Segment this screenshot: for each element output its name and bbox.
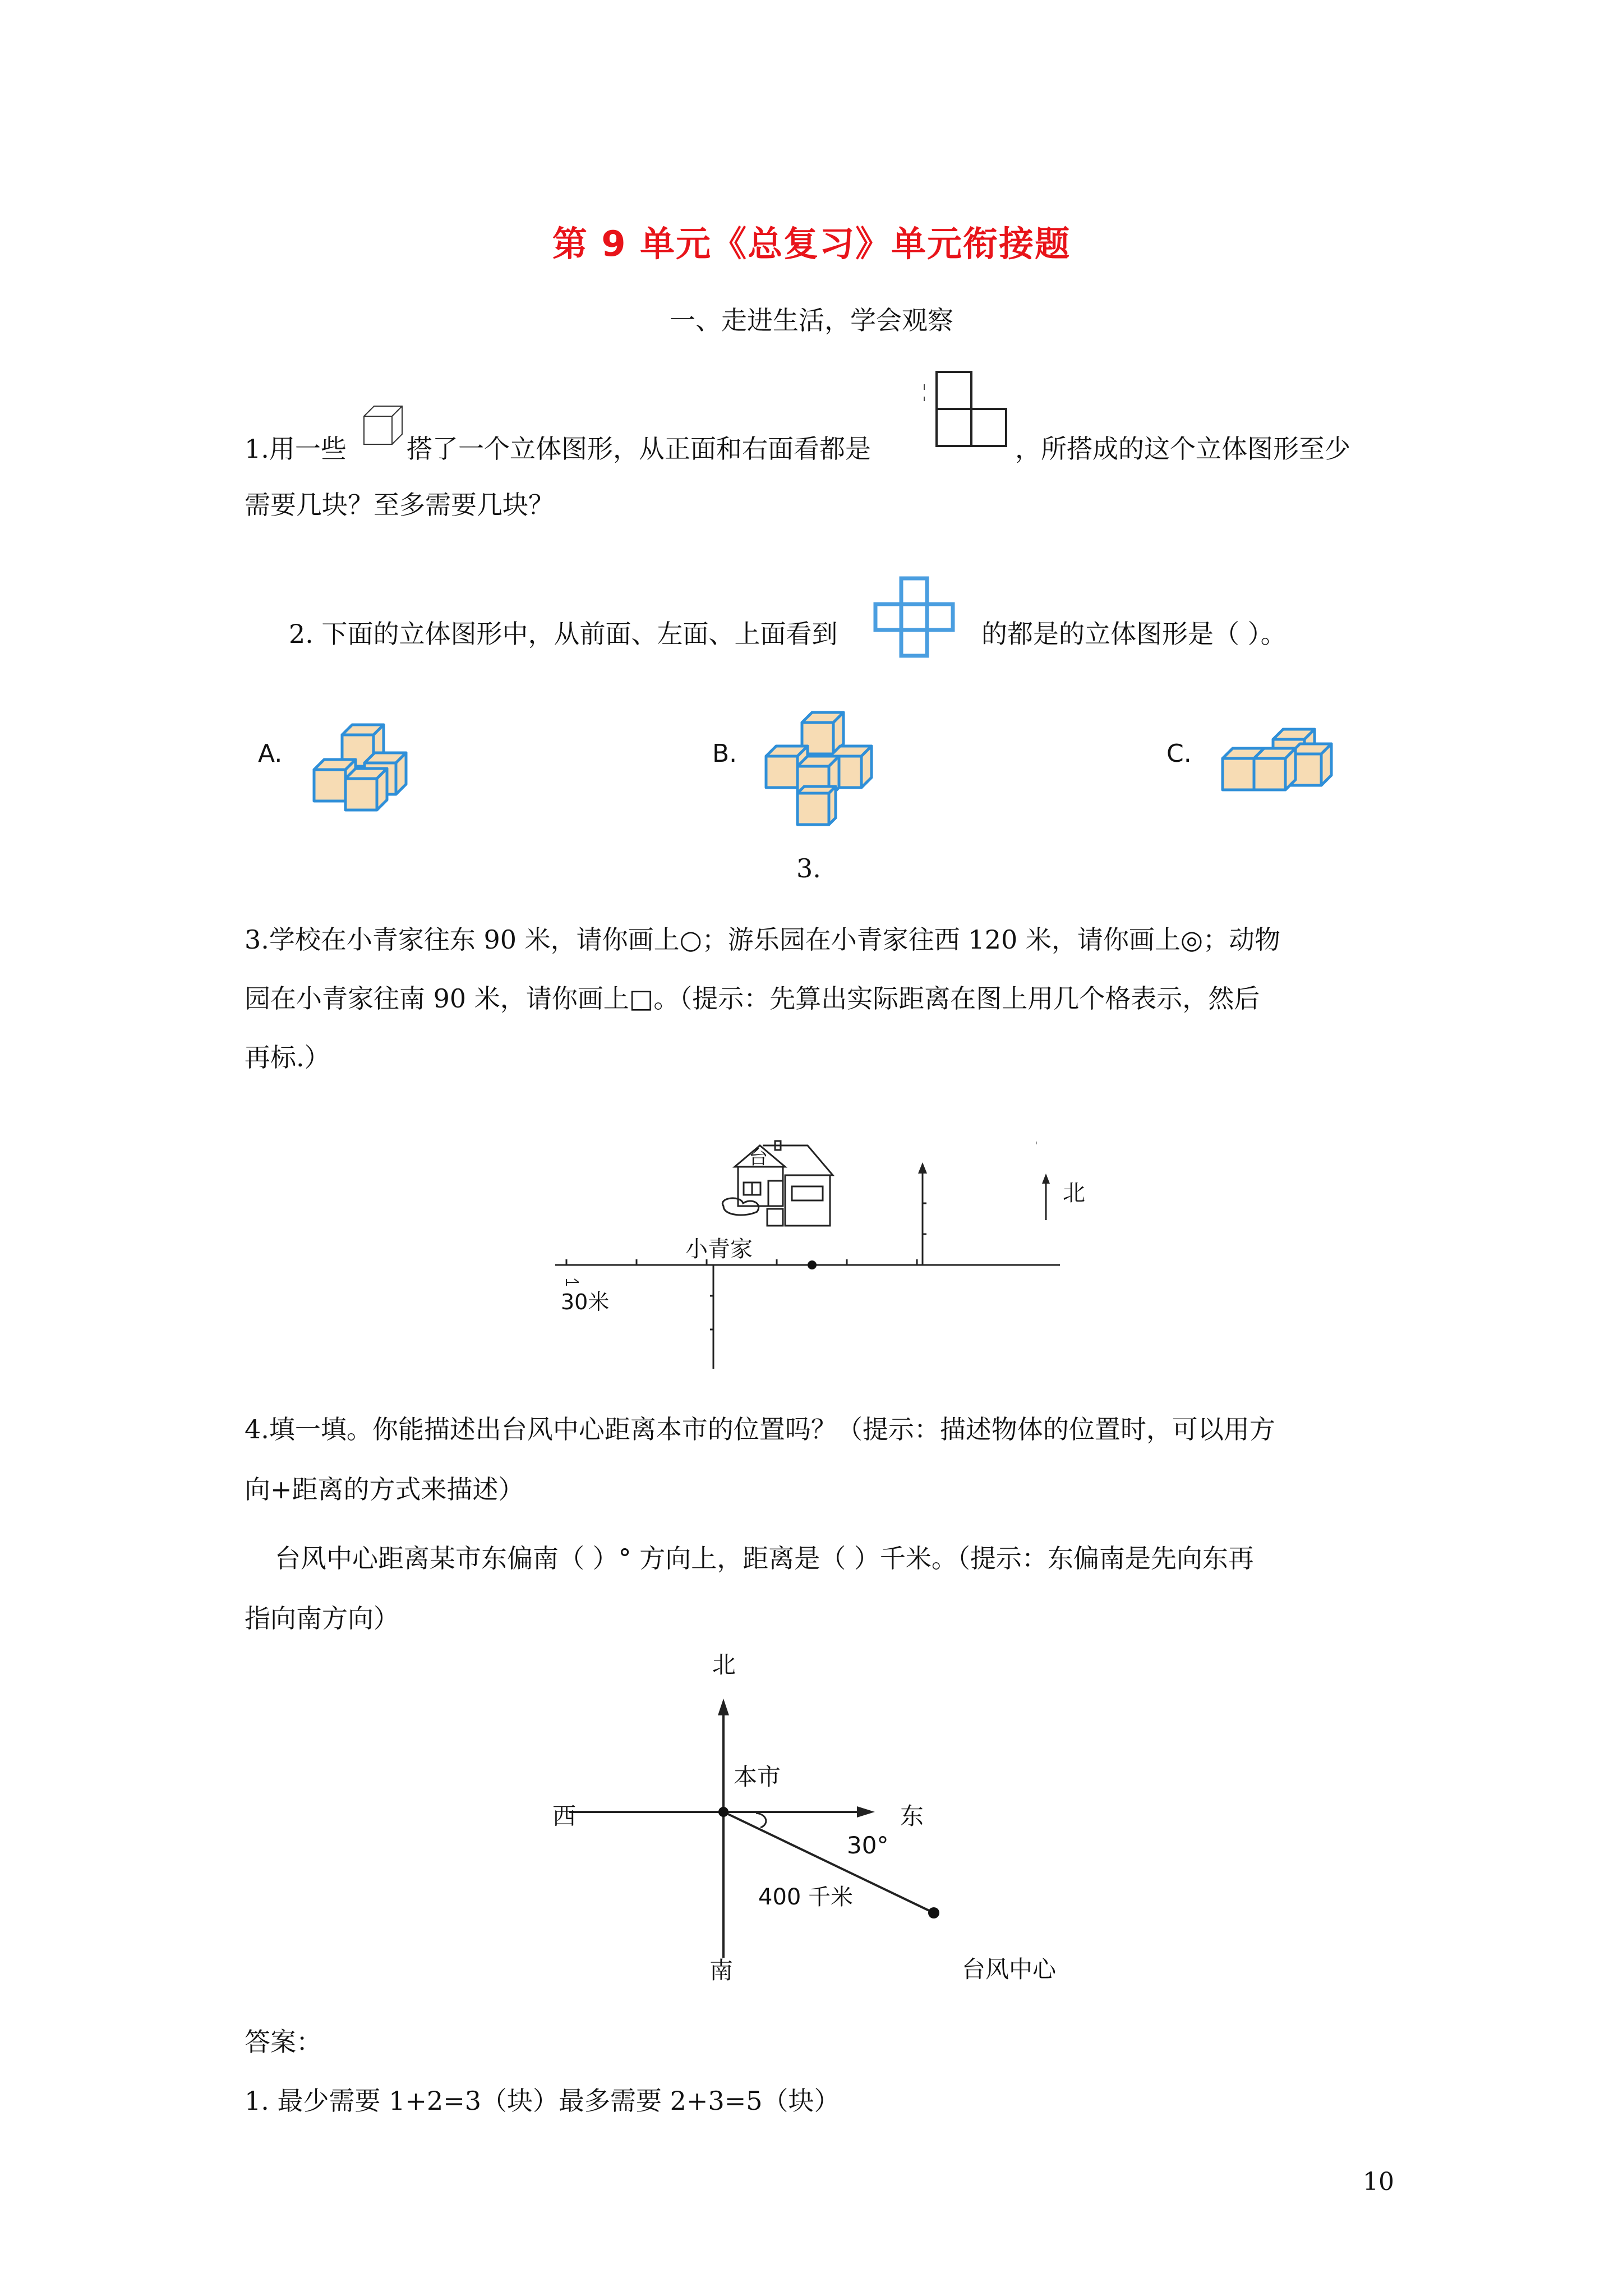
- map2-city-label: 本市: [734, 1763, 781, 1791]
- option-b-label: B.: [712, 739, 737, 768]
- option-a-cubes-figure: [303, 707, 437, 819]
- front-view-shape-icon: [920, 367, 1021, 452]
- q1-text-line2: 需要几块？至多需要几块？: [245, 490, 554, 520]
- page-title: 第 9 单元《总复习》单元衔接题: [552, 223, 1071, 264]
- option-c-cubes-figure: [1211, 718, 1357, 808]
- house-sign-text: 台: [749, 1147, 768, 1169]
- cube: [1254, 748, 1295, 790]
- map-grid-figure: [550, 1139, 1077, 1374]
- q1-text-c: ，所搭成的这个立体图形至少: [1015, 434, 1350, 464]
- unit-cube-icon: [362, 404, 407, 449]
- cross-view-shape-icon: [872, 575, 962, 665]
- map2-north-label: 北: [712, 1651, 736, 1678]
- map2-east-label: 东: [900, 1802, 924, 1830]
- answer-1: 1. 最少需要 1+2=3（块）最多需要 2+3=5（块）: [245, 2086, 840, 2116]
- option-c-label: C.: [1166, 739, 1192, 768]
- section-heading: 一、走进生活，学会观察: [670, 305, 953, 335]
- q1-text-b: 搭了一个立体图形，从正面和右面看都是: [407, 434, 871, 464]
- home-label: 小青家: [685, 1236, 753, 1262]
- figure-caption: 3.: [796, 853, 821, 884]
- map2-typhoon-label: 台风中心: [962, 1955, 1057, 1983]
- q3-line3: 再标.）: [245, 1042, 330, 1073]
- answers-heading: 答案：: [245, 2027, 322, 2057]
- q2-text-a: 2. 下面的立体图形中，从前面、左面、上面看到: [289, 619, 838, 649]
- map2-south-label: 南: [709, 1957, 734, 1984]
- map2-distance-label: 400 千米: [758, 1884, 854, 1910]
- typhoon-direction-figure: [561, 1677, 953, 1969]
- cube: [797, 786, 836, 825]
- north-label: 北: [1063, 1180, 1085, 1206]
- q3-line1: 3.学校在小青家往东 90 米，请你画上○；游乐园在小青家往西 120 米，请你画上◎；动物: [245, 924, 1280, 955]
- q4-line3: 台风中心距离某市东偏南（ ）° 方向上，距离是（ ）千米。（提示：东偏南是先向东再: [275, 1543, 1254, 1573]
- q2-text-b: 的都是的立体图形是（ ）。: [981, 619, 1287, 649]
- page-number: 10: [1363, 2168, 1394, 2196]
- map2-angle-label: 30°: [847, 1832, 889, 1859]
- cube: [345, 769, 387, 810]
- q4-line4: 指向南方向）: [245, 1603, 399, 1634]
- scale-label: 30米: [561, 1290, 610, 1314]
- option-b-cubes-figure: [757, 700, 892, 823]
- q1-text-a: 1.用一些: [245, 434, 347, 464]
- q4-line2: 向+距离的方式来描述）: [245, 1474, 524, 1504]
- q3-line2: 园在小青家往南 90 米，请你画上□。（提示：先算出实际距离在图上用几个格表示，然后: [245, 983, 1260, 1014]
- option-a-label: A.: [258, 739, 283, 768]
- q4-line1: 4.填一填。你能描述出台风中心距离本市的位置吗？（提示：描述物体的位置时，可以用方: [245, 1414, 1275, 1444]
- map2-west-label: 西: [552, 1802, 577, 1830]
